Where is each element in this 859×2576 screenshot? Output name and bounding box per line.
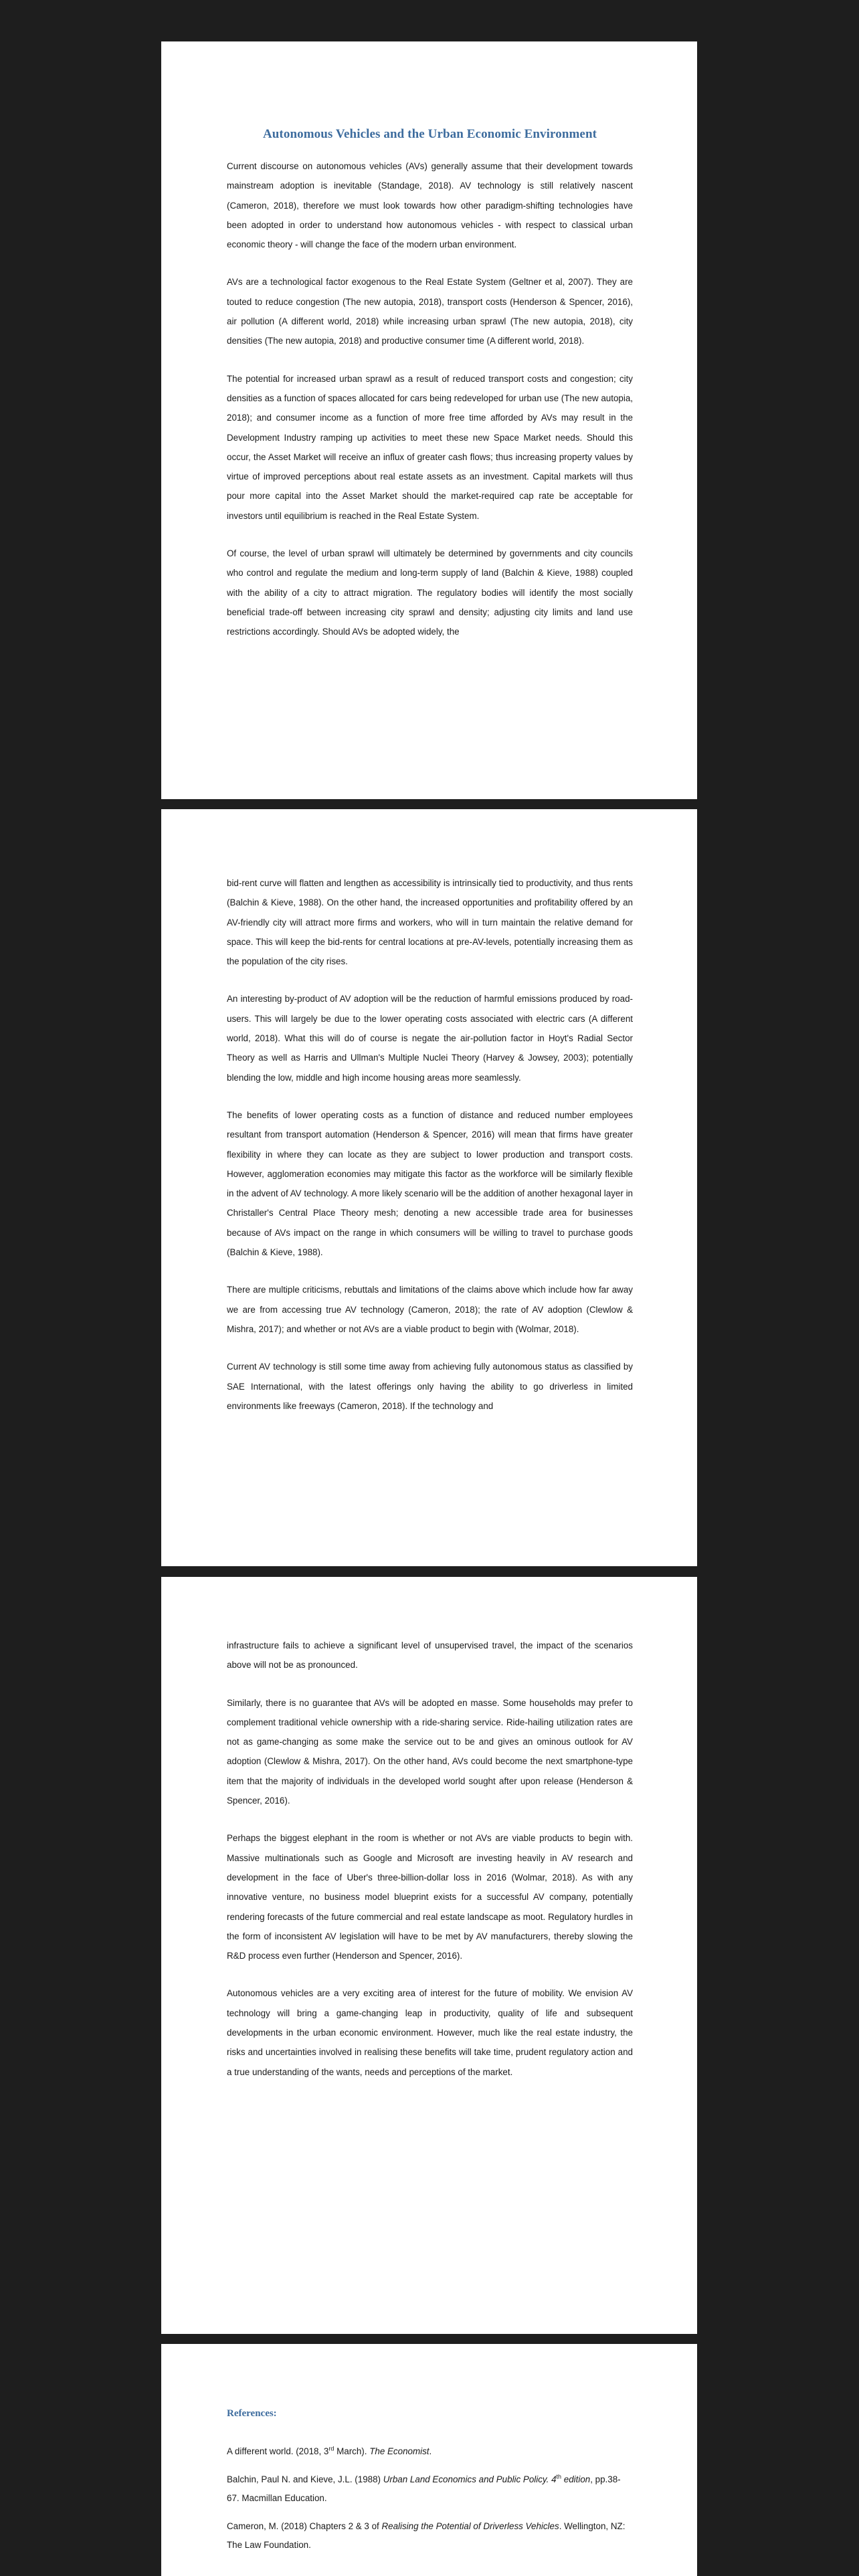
reference-source-title: Urban Land Economics and Public Policy. 4 (383, 2474, 557, 2484)
paragraph: The potential for increased urban sprawl as a result of reduced transport costs and congestion; city densities as a function of spaces allocated for cars being redeveloped for urban use (The new autopia, 2018); and consumer income as a function of more free time afforded by AVs may result in the Development Industry ramping up activities to meet these new Space Market needs. Should this occur, the Asset Market will receive an influx of greater cash flows; thus increasing property values by virtue of improved perceptions about real estate assets as an investment. Capital markets will thus pour more capital into the Asset Market should the market-required cap rate be acceptable for investors until equilibrium is reached in the Real Estate System. (227, 373, 633, 521)
paragraph: infrastructure fails to achieve a significant level of unsupervised travel, the impact of the scenarios above will not be as pronounced. (227, 1640, 633, 1671)
document-title: Autonomous Vehicles and the Urban Economic Environment (262, 127, 597, 141)
reference-text: , pp.38-67. Macmillan Education. (227, 2474, 621, 2503)
document-page-2 (161, 809, 697, 1566)
document-page-3 (161, 1577, 697, 2334)
reference-item (227, 2517, 633, 2555)
paragraph: Perhaps the biggest elephant in the room is whether or not AVs are viable products to begin with. Massive multinationals such as Google and Microsoft are investing heavily in AV research and development in the face of Uber's three-billion-dollar loss in 2016 (Wolmar, 2018). As with any innovative venture, no business model blueprint exists for a successful AV company, potentially rendering forecasts of the future commercial and real estate landscape as moot. Regulatory hurdles in the form of inconsistent AV legislation will have to be met by AV manufacturers, thereby slowing the R&D process even further (Henderson and Spencer, 2016). (227, 1833, 633, 1961)
reference-source-title: Realising the Potential of Driverless Vehicles (381, 2521, 559, 2531)
reference-text: . (429, 2446, 432, 2456)
reference-item (227, 2442, 633, 2461)
paragraph: Autonomous vehicles are a very exciting area of interest for the future of mobility. We envision AV technology will bring a game-changing leap in productivity, quality of life and subsequent developments in the urban economic environment. However, much like the real estate industry, the risks and uncertainties involved in realising these benefits will take time, prudent regulatory action and a true understanding of the wants, needs and perceptions of the market. (227, 1988, 633, 2077)
reference-superscript: rd (328, 2445, 335, 2452)
reference-text: March). (334, 2446, 370, 2456)
reference-edition: edition (561, 2474, 591, 2484)
references-heading: References: (227, 2408, 277, 2419)
reference-text: Cameron, M. (2018) Chapters 2 & 3 of (227, 2521, 382, 2531)
paragraph: There are multiple criticisms, rebuttals and limitations of the claims above which include how far away we are from accessing true AV technology (Cameron, 2018); the rate of AV adoption (Clewlow & Mishra, 2017); and whether or not AVs are a viable product to begin with (Wolmar, 2018). (227, 1285, 633, 1334)
paragraph: Current discourse on autonomous vehicles (AVs) generally assume that their development towards mainstream adoption is inevitable (Standage, 2018). AV technology is still relatively nascent (Cameron, 2018), therefore we must look towards how other paradigm-shifting technologies have been adopted in order to understand how autonomous vehicles - with respect to classical urban economic theory - will change the face of the modern urban environment. (227, 161, 633, 250)
reference-text: . Wellington, NZ: The Law Foundation. (227, 2521, 626, 2550)
paragraph: AVs are a technological factor exogenous to the Real Estate System (Geltner et al, 2007). They are touted to reduce congestion (The new autopia, 2018), transport costs (Henderson & Spencer, 2016), air pollution (A different world, 2018) while increasing urban sprawl (The new autopia, 2018), city densities (The new autopia, 2018) and productive consumer time (A different world, 2018). (227, 277, 633, 346)
reference-superscript: th (556, 2473, 562, 2480)
reference-text: A different world. (2018, 3 (227, 2446, 329, 2456)
reference-source-title: The Economist (369, 2446, 430, 2456)
document-page-1 (161, 41, 697, 799)
paragraph: Current AV technology is still some time away from achieving fully autonomous status as classified by SAE International, with the latest offerings only having the ability to go driverless in limited environments like freeways (Cameron, 2018). If the technology and (227, 1362, 633, 1411)
paragraph: An interesting by-product of AV adoption will be the reduction of harmful emissions produced by road-users. This will largely be due to the lower operating costs associated with electric cars (A different world, 2018). What this will do of course is negate the air-pollution factor in Hoyt's Radial Sector Theory as well as Harris and Ullman's Multiple Nuclei Theory (Harvey & Jowsey, 2003); potentially blending the low, middle and high income housing areas more seamlessly. (227, 994, 633, 1083)
document-page-4 (161, 2344, 697, 2576)
reference-text: Balchin, Paul N. and Kieve, J.L. (1988) (227, 2474, 383, 2484)
paragraph: Of course, the level of urban sprawl will ultimately be determined by governments and city councils who control and regulate the medium and long-term supply of land (Balchin & Kieve, 1988) coupled with the ability of a city to attract migration. The regulatory bodies will identify the most socially beneficial trade-off between increasing city sprawl and density; adjusting city limits and land use restrictions accordingly. Should AVs be adopted widely, the (227, 548, 633, 637)
paragraph: bid-rent curve will flatten and lengthen as accessibility is intrinsically tied to productivity, and thus rents (Balchin & Kieve, 1988). On the other hand, the increased opportunities and profitability offered by an AV-friendly city will attract more firms and workers, who will in turn maintain the relative demand for space. This will keep the bid-rents for central locations at pre-AV-levels, potentially increasing them as the population of the city rises. (227, 878, 633, 967)
reference-item (227, 2470, 633, 2508)
paragraph: Similarly, there is no guarantee that AVs will be adopted en masse. Some households may prefer to complement traditional vehicle ownership with a ride-sharing service. Ride-hailing utilization rates are not as game-changing as some make the service out to be and gives an ominous outlook for AV adoption (Clewlow & Mishra, 2017). On the other hand, AVs could become the next smartphone-type item that the majority of individuals in the developed world sought after upon release (Henderson & Spencer, 2016). (227, 1697, 633, 1806)
paragraph: The benefits of lower operating costs as a function of distance and reduced number employees resultant from transport automation (Henderson & Spencer, 2016) will mean that firms have greater flexibility in where they can locate as they are subject to lower production and transport costs. However, agglomeration economies may mitigate this factor as the workforce will be similarly flexible in the advent of AV technology. A more likely scenario will be the addition of another hexagonal layer in Christaller's Central Place Theory mesh; denoting a new accessible trade area for businesses because of AVs impact on the range in which consumers will be willing to travel to purchase goods (Balchin & Kieve, 1988). (227, 1109, 633, 1258)
